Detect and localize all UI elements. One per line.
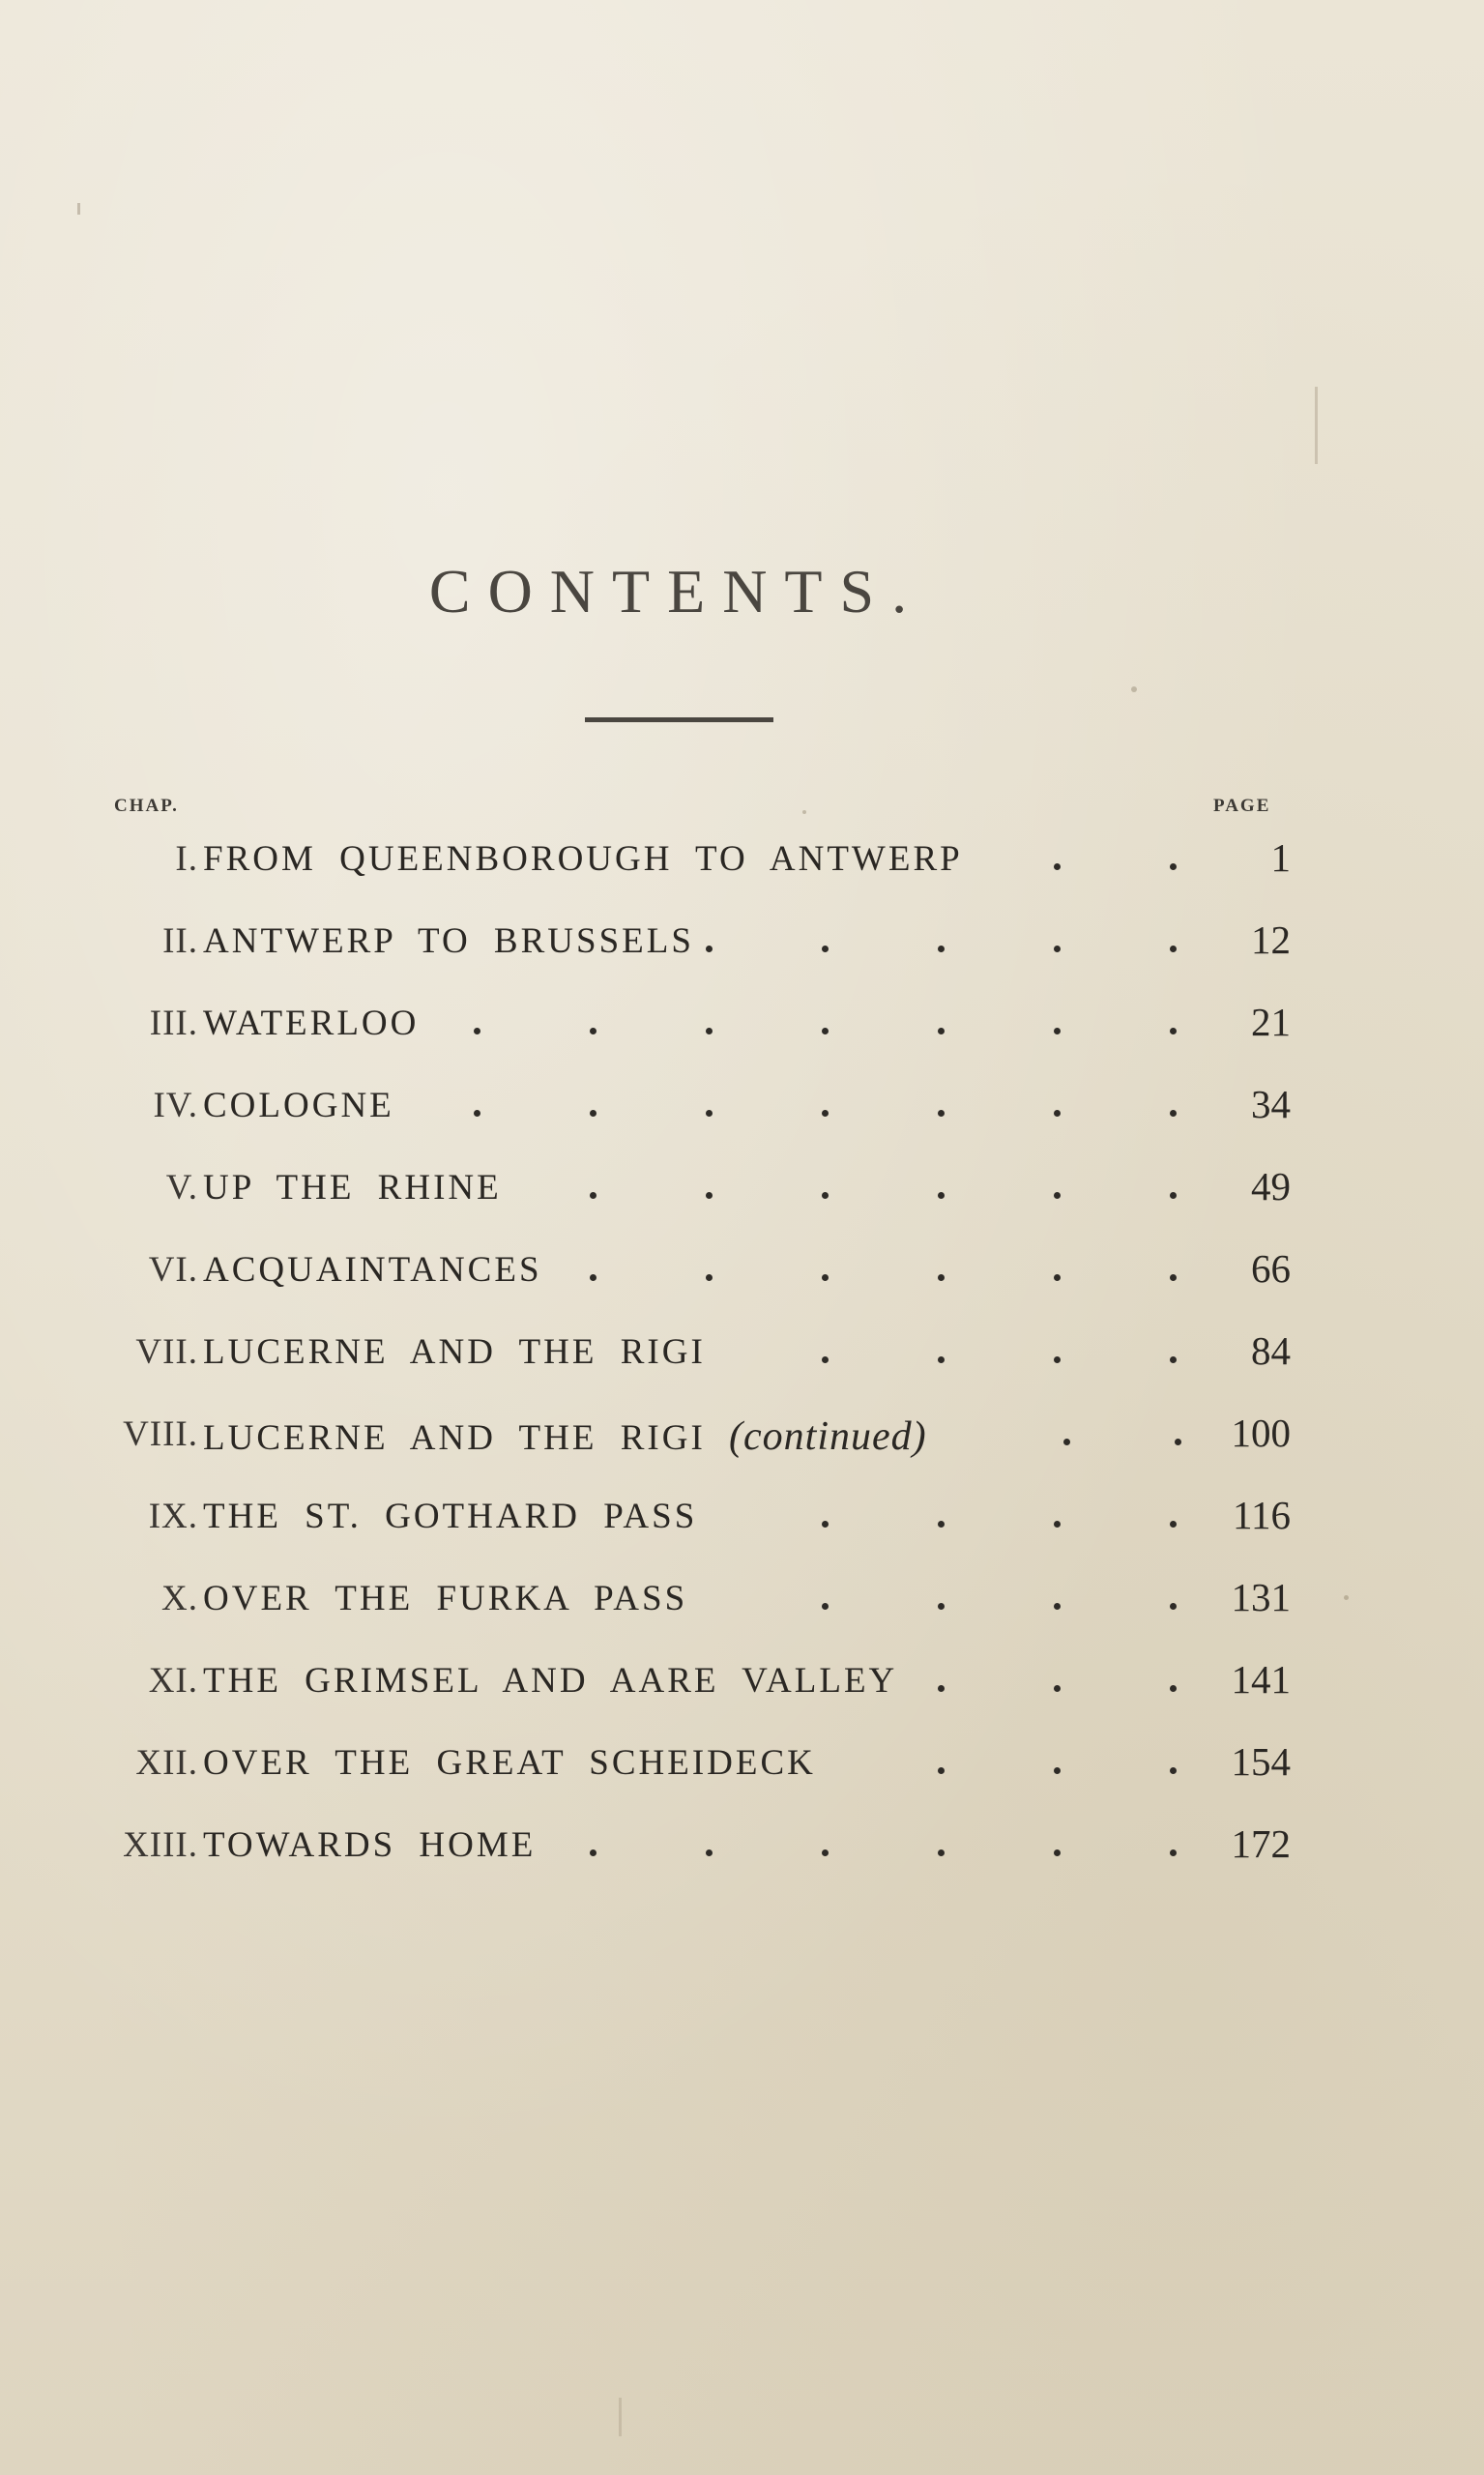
page-number: 100 <box>1231 1411 1291 1455</box>
page-number: 141 <box>1231 1657 1291 1702</box>
chapter-title-italic: (continued) <box>729 1414 927 1459</box>
toc-entry-6 <box>0 1246 1484 1307</box>
paper-fleck <box>802 810 806 814</box>
chapter-number: V. <box>165 1168 198 1208</box>
chapter-title: OVER THE FURKA PASS <box>203 1579 688 1618</box>
chapter-number: XI. <box>148 1661 198 1701</box>
chapter-number: IX. <box>148 1497 198 1536</box>
title-rule <box>585 717 773 722</box>
page-number: 172 <box>1231 1821 1291 1866</box>
toc-entry-2 <box>0 917 1484 978</box>
chapter-number: I. <box>175 839 198 879</box>
page-number: 116 <box>1233 1493 1291 1537</box>
chapter-title: UP THE RHINE <box>203 1168 502 1208</box>
paper-fleck <box>1344 1595 1349 1600</box>
page-title: CONTENTS. <box>428 557 925 626</box>
page-column-header: PAGE <box>1213 796 1271 816</box>
paper-fleck <box>1131 686 1137 692</box>
toc-entry-11 <box>0 1657 1484 1718</box>
page-number: 84 <box>1251 1328 1291 1373</box>
page-number: 21 <box>1251 1000 1291 1044</box>
toc-entry-8 <box>0 1413 1484 1471</box>
toc-entry-13 <box>0 1821 1484 1882</box>
page-number: 1 <box>1270 835 1291 880</box>
chapter-number: III. <box>149 1004 198 1043</box>
toc-entry-4 <box>0 1082 1484 1143</box>
leader-dots <box>0 838 1484 896</box>
chapter-number: VI. <box>148 1250 198 1290</box>
page-number: 12 <box>1251 917 1291 962</box>
toc-entry-7 <box>0 1328 1484 1389</box>
chapter-number: VIII. <box>123 1414 198 1454</box>
paper-fleck <box>619 2398 622 2436</box>
chapter-title-main: LUCERNE AND THE RIGI <box>203 1418 706 1458</box>
chapter-number: II. <box>162 921 198 961</box>
chapter-number: X. <box>161 1579 198 1618</box>
page-number: 154 <box>1231 1739 1291 1784</box>
chapter-number: XII. <box>135 1743 198 1783</box>
toc-entry-5 <box>0 1164 1484 1225</box>
chapter-title: ANTWERP TO BRUSSELS <box>203 921 694 961</box>
chapter-title: THE ST. GOTHARD PASS <box>203 1497 698 1536</box>
chapter-title: LUCERNE AND THE RIGI <box>203 1332 706 1372</box>
toc-entry-12 <box>0 1739 1484 1800</box>
toc-entry-10 <box>0 1575 1484 1636</box>
chapter-title: ACQUAINTANCES <box>203 1250 542 1290</box>
chapter-title: FROM QUEENBOROUGH TO ANTWERP <box>203 839 963 879</box>
paper-fleck <box>77 203 80 215</box>
chapter-column-header: CHAP. <box>114 796 179 816</box>
paper-fleck <box>1315 387 1318 464</box>
page-number: 34 <box>1251 1082 1291 1126</box>
chapter-title: THE GRIMSEL AND AARE VALLEY <box>203 1661 898 1701</box>
chapter-title: COLOGNE <box>203 1086 394 1125</box>
page-number: 131 <box>1231 1575 1291 1619</box>
chapter-title: TOWARDS HOME <box>203 1825 537 1865</box>
page-number: 66 <box>1251 1246 1291 1291</box>
toc-entry-3 <box>0 1000 1484 1061</box>
page-number: 49 <box>1251 1164 1291 1208</box>
toc-entry-1 <box>0 835 1484 896</box>
toc-entry-9 <box>0 1493 1484 1554</box>
chapter-number: IV. <box>153 1086 198 1125</box>
chapter-title: OVER THE GREAT SCHEIDECK <box>203 1743 816 1783</box>
chapter-number: VII. <box>135 1332 198 1372</box>
chapter-number: XIII. <box>123 1825 198 1865</box>
chapter-title: WATERLOO <box>203 1004 420 1043</box>
